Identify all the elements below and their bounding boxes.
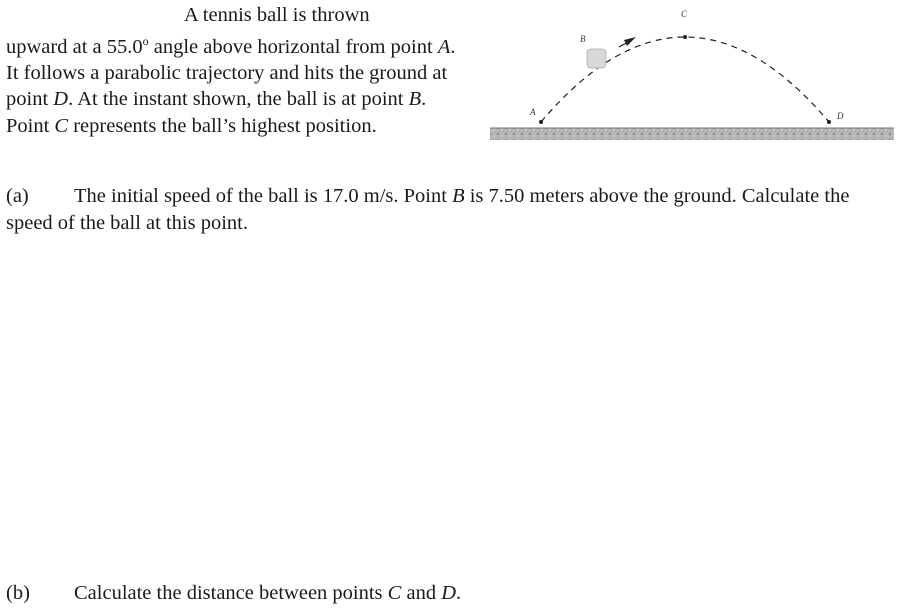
point-d-dot (827, 120, 831, 124)
question-a-text: is 7.50 meters above the ground. Calculate the speed of the ball at this point. (6, 185, 850, 234)
question-b-point-c: C (387, 582, 402, 604)
label-b: B (580, 34, 586, 44)
intro-first-line: A tennis ball is thrown (184, 4, 370, 26)
question-b (6, 580, 461, 607)
label-d: D (837, 111, 844, 121)
question-b-text: Calculate the distance between points (74, 582, 388, 604)
question-b-text: and (401, 582, 442, 604)
tennis-ball (587, 49, 606, 68)
intro-text: angle above horizontal from point (148, 36, 438, 59)
point-c-dot (683, 35, 687, 39)
intro-text: . It follows a parabolic trajectory and hits the ground at point (6, 36, 456, 111)
problem-statement (6, 2, 456, 139)
intro-text: upward at a 55.0 (6, 36, 143, 59)
degree-sign: o (142, 34, 149, 49)
point-a-dot (539, 120, 543, 124)
question-b-text: . (456, 582, 462, 604)
trajectory-path (541, 37, 829, 122)
question-a-label: (a) (6, 185, 29, 207)
label-c: C (681, 9, 688, 19)
trajectory-diagram (488, 0, 896, 160)
question-b-point-d: D (441, 582, 457, 604)
point-c-ref: C (54, 114, 69, 137)
label-a: A (530, 107, 536, 117)
point-a-ref: A (437, 36, 451, 59)
velocity-arrow-head (624, 37, 636, 46)
question-a-point: B (452, 185, 465, 207)
question-a (6, 183, 891, 237)
point-b-ref: B (408, 88, 422, 111)
intro-text: . At the instant shown, the ball is at point (68, 88, 409, 111)
ground (490, 128, 894, 140)
question-b-label: (b) (6, 582, 30, 604)
question-a-text: The initial speed of the ball is 17.0 m/s. Point (74, 185, 453, 207)
intro-text: . Point (6, 88, 427, 137)
point-d-ref: D (53, 88, 69, 111)
intro-text: represents the ball’s highest position. (68, 114, 377, 137)
